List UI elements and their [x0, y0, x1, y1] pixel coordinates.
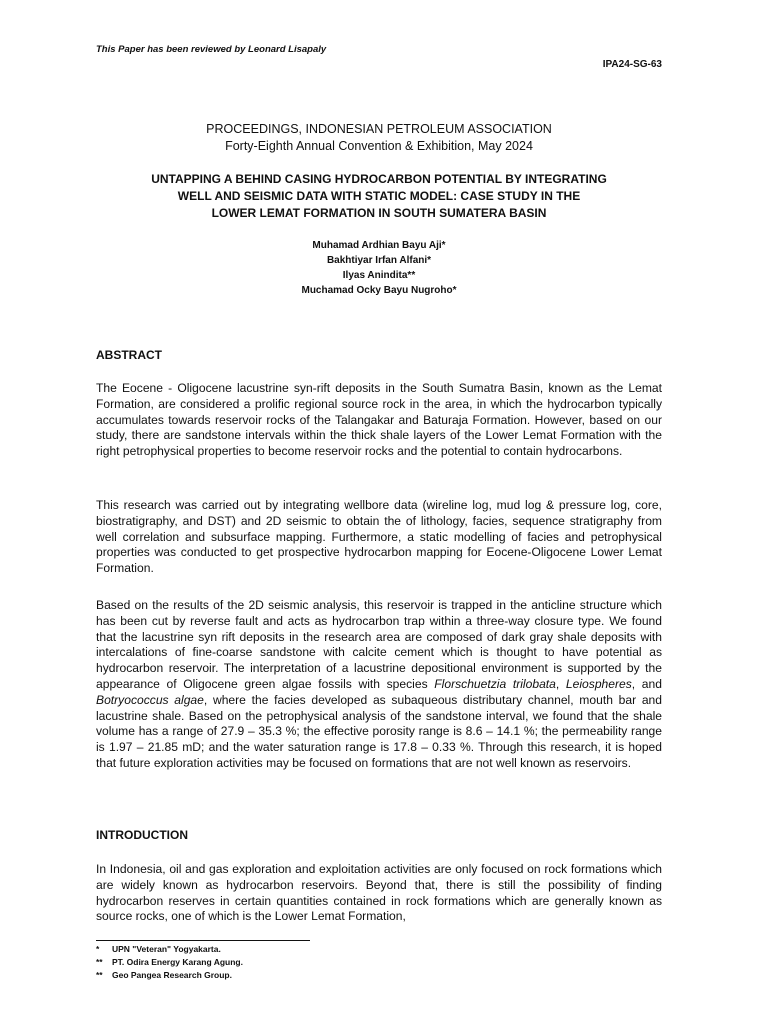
species-name: Botryococcus algae: [96, 692, 204, 707]
paper-id: IPA24-SG-63: [602, 59, 662, 70]
author: Ilyas Anindita**: [342, 270, 416, 281]
title-line: UNTAPPING A BEHIND CASING HYDROCARBON POTENTIAL BY INTEGRATING: [151, 172, 607, 186]
author: Bakhtiyar Irfan Alfani*: [326, 255, 432, 266]
author: Muhamad Ardhian Bayu Aji*: [312, 240, 446, 251]
review-note: This Paper has been reviewed by Leonard Lisapaly: [96, 44, 327, 55]
author: Muchamad Ocky Bayu Nugroho*: [301, 285, 457, 296]
species-name: Leiospheres: [565, 676, 632, 691]
abstract-paragraph-3: Based on the results of the 2D seismic analysis, this reservoir is trapped in the anticline structure which has been cut by reverse fault and acts as hydrocarbon trap within a three-way closure type. We found that the lacustrine syn rift deposits in the research area are composed of dark gray shale deposits with intercalations of fine-coarse sandstone with calcite cement which is thought to have potential as hydrocarbon reservoir. The interpretation of a lacustrine depositional environment is supported by the appearance of Oligocene green algae fossils with species Florschuetzia trilobata, Leiospheres, and Botryococcus algae, where the facies developed as subaqueous distributary channel, mouth bar and lacustrine shale. Based on the petrophysical analysis of the sandstone interval, we found that the shale volume has a range of 27.9 – 35.3 %; the effective porosity range is 8.6 – 14.1 %; the permeability range is 1.97 – 21.85 mD; and the water saturation range is 17.8 – 0.33 %. Through this research, it is hoped that future exploration activities may be focused on formations that are not well known as reservoirs.: [96, 598, 662, 770]
abstract-heading: ABSTRACT: [96, 348, 162, 362]
proceedings-line-2: Forty-Eighth Annual Convention & Exhibition, May 2024: [225, 139, 533, 153]
footnotes: [96, 943, 243, 982]
introduction-paragraph-1: In Indonesia, oil and gas exploration and exploitation activities are only focused on rock formations which are widely known as hydrocarbon reservoirs. Beyond that, there is still the possibility of finding hydrocarbon reserves in certain quantities contained in rock formations which are generally known as source rocks, one of which is the Lower Lemat Formation,: [96, 862, 662, 924]
species-name: Florschuetzia trilobata: [434, 676, 556, 691]
author-list: [96, 238, 662, 298]
title-line: LOWER LEMAT FORMATION IN SOUTH SUMATERA BASIN: [211, 206, 547, 220]
abstract-paragraph-2: This research was carried out by integrating wellbore data (wireline log, mud log & pressure log, core, biostratigraphy, and DST) and 2D seismic to obtain the of lithology, facies, sequence stratigraphy from well correlation and subsurface mapping. Furthermore, a static modelling of facies and petrophysical properties was conducted to get prospective hydrocarbon mapping for Eocene-Oligocene Lower Lemat Formation.: [96, 498, 662, 576]
footnote: ** PT. Odira Energy Karang Agung.: [96, 957, 243, 967]
footnote: ** Geo Pangea Research Group.: [96, 970, 232, 980]
abstract-paragraph-1: The Eocene - Oligocene lacustrine syn-rift deposits in the South Sumatra Basin, known as the Lemat Formation, are considered a prolific regional source rock in the area, in which the hydrocarbon typically accumulates towards reservoir rocks of the Talangakar and Baturaja Formation. However, based on our study, there are sandstone intervals within the thick shale layers of the Lower Lemat Formation with the right petrophysical properties to become reservoir rocks and the potential to contain hydrocarbons.: [96, 381, 662, 459]
footnote: * UPN "Veteran" Yogyakarta.: [96, 944, 221, 954]
introduction-heading: INTRODUCTION: [96, 828, 188, 842]
title-line: WELL AND SEISMIC DATA WITH STATIC MODEL: CASE STUDY IN THE: [177, 189, 581, 203]
paper-title: [96, 171, 662, 222]
proceedings-line-1: PROCEEDINGS, INDONESIAN PETROLEUM ASSOCIATION: [206, 122, 552, 136]
footnote-divider: [96, 940, 310, 941]
